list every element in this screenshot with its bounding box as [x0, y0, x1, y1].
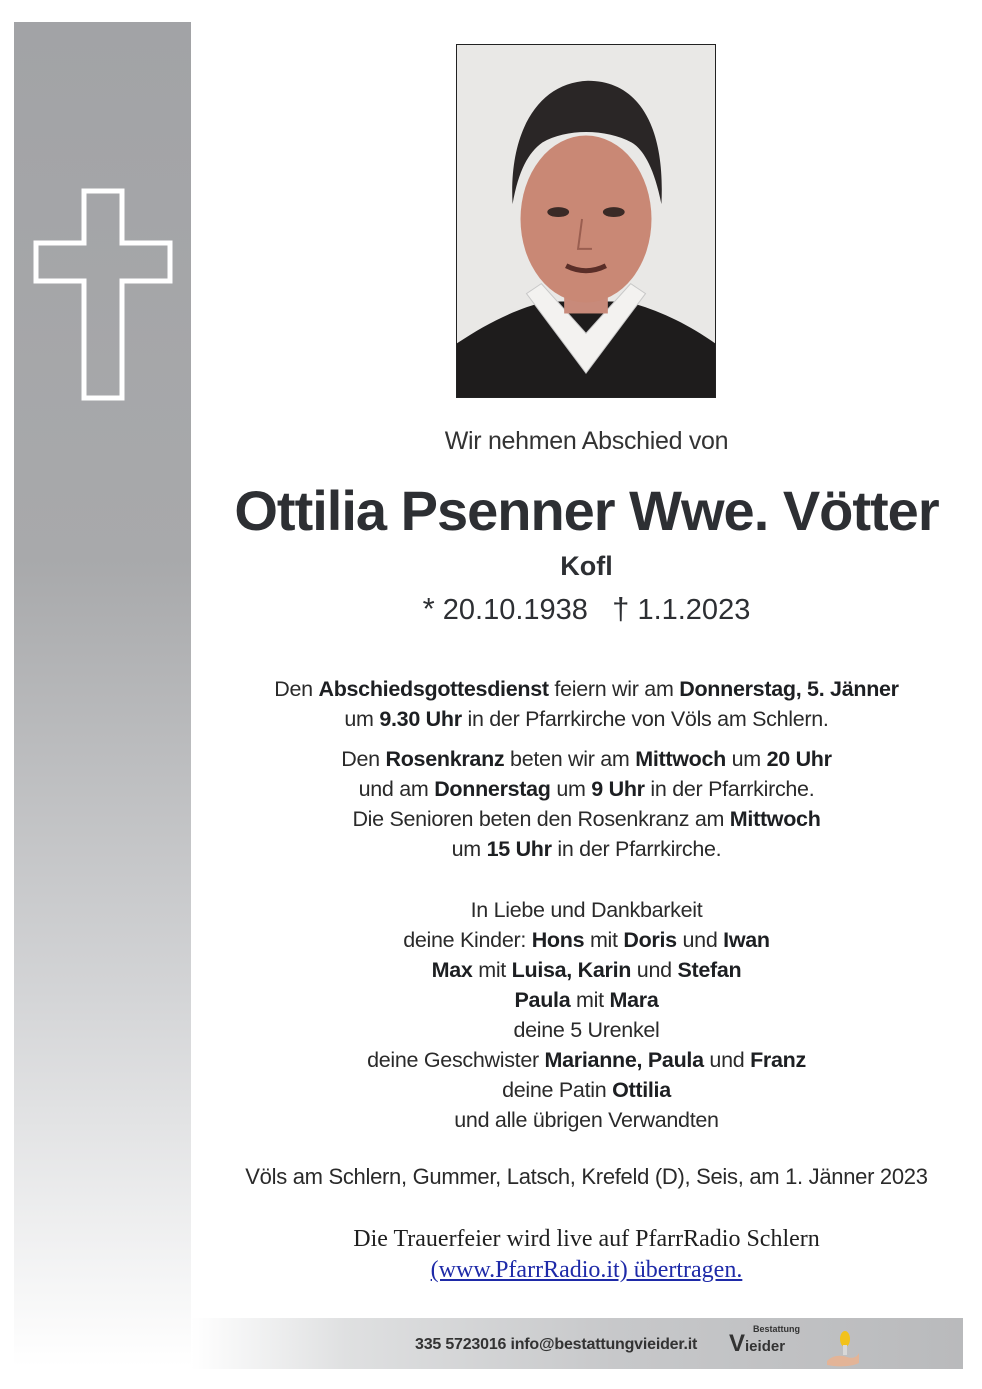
- rosary-line: [191, 834, 982, 864]
- bold-text: 9 Uhr: [591, 777, 645, 801]
- text-segment: deine 5 Urenkel: [513, 1018, 660, 1042]
- text-segment: und: [676, 928, 724, 952]
- life-dates: [191, 591, 982, 627]
- text-segment: in der Pfarrkirche.: [551, 837, 722, 861]
- funeral-home-logo: [729, 1324, 859, 1368]
- logo-wordmark: [729, 1330, 785, 1358]
- text-segment: deine Patin: [502, 1078, 613, 1102]
- bold-text: Donnerstag: [434, 777, 551, 801]
- mourners-line: [191, 1045, 982, 1075]
- email-address[interactable]: info@bestattungvieider.it: [510, 1336, 698, 1353]
- text-segment: um: [725, 747, 767, 771]
- bold-text: Mara: [609, 988, 659, 1012]
- logo-initial: V: [729, 1330, 746, 1357]
- text-segment: um: [451, 837, 487, 861]
- text-segment: und alle übrigen Verwandten: [454, 1108, 719, 1132]
- mourners-line: [191, 955, 982, 985]
- bold-text: 9.30 Uhr: [379, 707, 462, 731]
- text-segment: mit: [584, 928, 624, 952]
- pfarrradio-link[interactable]: (www.PfarrRadio.it) übertragen.: [430, 1257, 743, 1283]
- text-segment: mit: [472, 958, 512, 982]
- bold-text: Ottilia: [612, 1078, 671, 1102]
- mourners-line: [191, 985, 982, 1015]
- bold-text: Stefan: [677, 958, 742, 982]
- bold-text: Rosenkranz: [385, 747, 505, 771]
- portrait-photo: [456, 44, 716, 398]
- text-segment: Den: [274, 677, 319, 701]
- text-segment: und: [703, 1048, 751, 1072]
- birth-symbol: *: [422, 591, 435, 626]
- text-segment: feiern wir am: [548, 677, 680, 701]
- service-info: [191, 674, 982, 734]
- bold-text: Mittwoch: [729, 807, 821, 831]
- bold-text: Luisa, Karin: [511, 958, 632, 982]
- text-segment: und am: [358, 777, 435, 801]
- broadcast-line: Die Trauerfeier wird live auf PfarrRadio Schlern: [353, 1226, 820, 1252]
- text-segment: und: [631, 958, 678, 982]
- text-segment: in der Pfarrkirche.: [644, 777, 815, 801]
- house-name: Kofl: [560, 551, 613, 581]
- text-segment: In Liebe und Dankbarkeit: [470, 898, 703, 922]
- text-segment: um: [550, 777, 592, 801]
- mourners-line: [191, 1075, 982, 1105]
- text-segment: um: [344, 707, 380, 731]
- bold-text: Mittwoch: [635, 747, 726, 771]
- broadcast-notice: [191, 1224, 982, 1286]
- bold-text: Iwan: [723, 928, 770, 952]
- text-segment: deine Geschwister: [367, 1048, 545, 1072]
- bold-text: Abschiedsgottesdienst: [318, 677, 549, 701]
- bold-text: 20 Uhr: [766, 747, 832, 771]
- bold-text: Donnerstag, 5. Jänner: [679, 677, 899, 701]
- mourners-line: [191, 1105, 982, 1135]
- hand-flame-icon: [823, 1325, 861, 1367]
- intro-text: Wir nehmen Abschied von: [444, 427, 729, 455]
- birth-date: 20.10.1938: [442, 594, 588, 626]
- mourners-list: [191, 895, 982, 1135]
- rosary-line: [191, 804, 982, 834]
- logo-tagline: Bestattung: [753, 1324, 800, 1334]
- service-line: [191, 704, 982, 734]
- text-segment: beten wir am: [504, 747, 636, 771]
- bold-text: Max: [431, 958, 473, 982]
- mourners-line: [191, 925, 982, 955]
- rosary-line: [191, 744, 982, 774]
- death-date: 1.1.2023: [637, 594, 751, 626]
- service-line: [191, 674, 982, 704]
- logo-rest: ieider: [745, 1338, 786, 1355]
- phone-number[interactable]: 335 5723016: [415, 1336, 507, 1353]
- cross-icon: [32, 188, 174, 401]
- text-segment: mit: [570, 988, 610, 1012]
- mourners-line: [191, 895, 982, 925]
- bold-text: Franz: [750, 1048, 806, 1072]
- footer-contact: [415, 1336, 697, 1354]
- bold-text: 15 Uhr: [486, 837, 552, 861]
- text-segment: Den: [341, 747, 386, 771]
- rosary-info: [191, 744, 982, 864]
- text-segment: Die Senioren beten den Rosenkranz am: [352, 807, 730, 831]
- bold-text: Doris: [623, 928, 677, 952]
- mourners-line: [191, 1015, 982, 1045]
- text-segment: in der Pfarrkirche von Völs am Schlern.: [461, 707, 829, 731]
- rosary-line: [191, 774, 982, 804]
- death-cross-symbol: †: [612, 591, 630, 626]
- deceased-name: Ottilia Psenner Wwe. Vötter: [234, 479, 939, 542]
- text-segment: deine Kinder:: [403, 928, 532, 952]
- bold-text: Hons: [531, 928, 585, 952]
- bold-text: Paula: [514, 988, 571, 1012]
- places-and-date: Völs am Schlern, Gummer, Latsch, Krefeld (D), Seis, am 1. Jänner 2023: [245, 1164, 928, 1189]
- bold-text: Marianne, Paula: [544, 1048, 704, 1072]
